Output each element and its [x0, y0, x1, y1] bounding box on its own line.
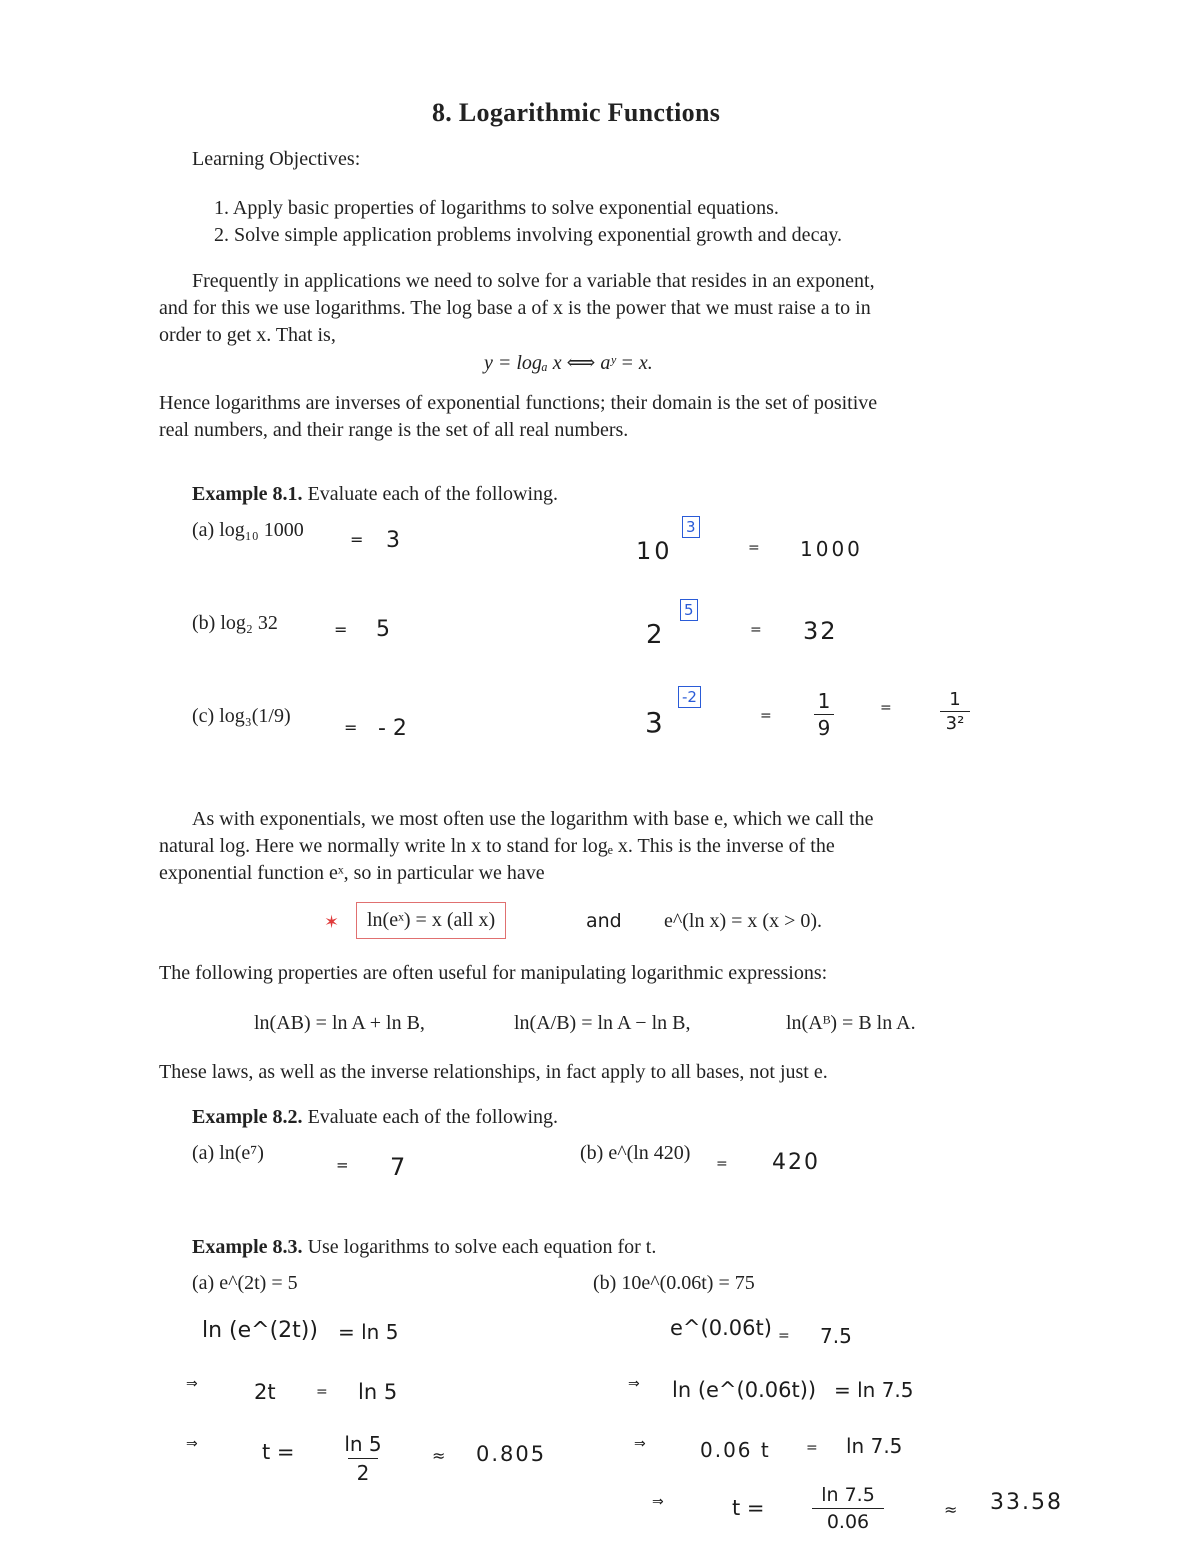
- example-8-3-a: (a) e^(2t) = 5: [192, 1272, 298, 1294]
- hw-b-base: 2: [646, 620, 663, 650]
- hw-83b-line3-rhs: ln 7.5: [846, 1434, 903, 1458]
- example-8-3-heading: [192, 1234, 656, 1261]
- hw-b-exponent-box: 5: [680, 599, 698, 621]
- hw-and: and: [586, 910, 622, 932]
- hw-83a-fraction-bar: [348, 1458, 378, 1459]
- hw-83b-line1-eq: =: [778, 1328, 790, 1344]
- page-title: 8. Logarithmic Functions: [432, 98, 721, 127]
- objective-item-2: 2. Solve simple application problems involving exponential growth and decay.: [214, 224, 843, 246]
- hw-a-equals-2: =: [748, 540, 760, 556]
- hw-c-fraction-bar-1: [814, 714, 834, 715]
- hw-83b-line3-lhs: 0.06 t: [700, 1438, 771, 1462]
- hw-b-equals-2: =: [750, 622, 762, 638]
- hw-83b-line2-lhs: ln (e^(0.06t)): [672, 1378, 817, 1402]
- property-product: ln(AB) = ln A + ln B,: [254, 1012, 425, 1034]
- hw-83b-approx: ≈: [944, 1500, 958, 1519]
- example-8-2-heading: [192, 1104, 558, 1131]
- intro-line-3: order to get x. That is,: [159, 324, 336, 346]
- hw-83b-line1-rhs: 7.5: [820, 1324, 852, 1348]
- hw-a-exponent-box: 3: [682, 516, 700, 538]
- example-8-1-label: Example 8.1.: [192, 483, 303, 505]
- hw-82a-answer: 7: [390, 1153, 406, 1181]
- hw-83b-line3-eq: =: [806, 1440, 818, 1456]
- objectives-heading: Learning Objectives:: [192, 148, 361, 170]
- hw-b-result: 32: [803, 617, 838, 645]
- hw-a-result: 1000: [800, 537, 863, 561]
- hw-c-exponent-box: -2: [678, 686, 701, 708]
- hw-83b-line3-arrow: ⇒: [634, 1436, 646, 1452]
- hw-c-answer: - 2: [378, 716, 407, 741]
- hw-82a-equals: =: [336, 1156, 349, 1174]
- hw-83b-line2-rhs: = ln 7.5: [834, 1378, 914, 1402]
- laws-note: These laws, as well as the inverse relationships, in fact apply to all bases, not just e.: [159, 1061, 828, 1083]
- hw-83b-numerator: ln 7.5: [821, 1484, 875, 1506]
- example-8-3-label: Example 8.3.: [192, 1236, 303, 1258]
- inverse-identity: e^(ln x) = x (x > 0).: [664, 910, 823, 932]
- properties-intro: The following properties are often useful for manipulating logarithmic expressions:: [159, 962, 828, 984]
- example-8-2-a: (a) ln(e⁷): [192, 1142, 264, 1164]
- hw-83a-denominator: 2: [356, 1461, 370, 1485]
- hw-c-fraction-2: [940, 689, 970, 734]
- hw-c-denominator-2: 3²: [945, 713, 965, 734]
- hw-83b-value: 33.58: [990, 1490, 1063, 1515]
- hw-83b-fraction-bar: [812, 1508, 884, 1509]
- hw-c-denominator-1: 9: [817, 716, 831, 740]
- intro-line-5: real numbers, and their range is the set of all real numbers.: [159, 419, 629, 441]
- hw-83a-line1-lhs: ln (e^(2t)): [202, 1318, 318, 1343]
- hw-83b-line4-lhs: t =: [732, 1496, 765, 1520]
- hw-c-numerator-1: 1: [817, 689, 831, 713]
- hw-a-base: 10: [636, 537, 673, 565]
- hw-83a-line3-lhs: t =: [262, 1440, 295, 1464]
- hw-83a-line3-arrow: ⇒: [186, 1436, 198, 1452]
- hw-c-fraction-bar-2: [940, 711, 970, 712]
- example-8-1-c: (c) log₃(1/9): [192, 705, 291, 727]
- hw-a-equals: =: [350, 530, 364, 549]
- hw-82b-answer: 420: [772, 1150, 820, 1175]
- intro-line-1: Frequently in applications we need to solve for a variable that resides in an exponent,: [192, 270, 875, 292]
- example-8-3-text: Use logarithms to solve each equation for t.: [307, 1236, 657, 1258]
- hw-83b-line4-arrow: ⇒: [652, 1494, 664, 1510]
- objective-item-1: 1. Apply basic properties of logarithms to solve exponential equations.: [214, 197, 779, 219]
- natural-line-3: exponential function eˣ, so in particular we have: [159, 862, 545, 884]
- hw-82b-equals: =: [716, 1156, 728, 1172]
- hw-83b-line2-arrow: ⇒: [628, 1376, 640, 1392]
- hw-83a-line2-arrow: ⇒: [186, 1376, 198, 1392]
- hw-83a-value: 0.805: [476, 1442, 547, 1466]
- star-icon: ✶: [324, 912, 340, 933]
- log-definition-equation: y = logₐ x ⟺ aʸ = x.: [484, 352, 653, 374]
- hw-83a-line2-lhs: 2t: [254, 1380, 276, 1404]
- natural-line-2: natural log. Here we normally write ln x to stand for logₑ x. This is the inverse of the: [159, 835, 835, 857]
- hw-83b-fraction: [808, 1484, 888, 1533]
- example-8-2-label: Example 8.2.: [192, 1106, 303, 1128]
- example-8-1-heading: [192, 481, 558, 508]
- hw-83a-numerator: ln 5: [344, 1432, 382, 1456]
- example-8-3-b: (b) 10e^(0.06t) = 75: [593, 1272, 755, 1294]
- hw-83a-approx: ≈: [432, 1446, 446, 1465]
- hw-83b-line1-lhs: e^(0.06t): [670, 1316, 772, 1340]
- hw-83a-line1-rhs: = ln 5: [338, 1320, 399, 1344]
- example-8-2-text: Evaluate each of the following.: [307, 1106, 559, 1128]
- hw-c-fraction-1: [814, 689, 834, 740]
- boxed-identity: ln(eˣ) = x (all x): [356, 902, 506, 939]
- hw-b-answer: 5: [376, 617, 390, 642]
- hw-c-numerator-2: 1: [949, 689, 961, 710]
- hw-83b-denominator: 0.06: [826, 1511, 870, 1533]
- hw-83a-fraction: [338, 1432, 388, 1485]
- property-quotient: ln(A/B) = ln A − ln B,: [514, 1012, 691, 1034]
- hw-c-equals-3: =: [880, 700, 892, 716]
- example-8-2-b: (b) e^(ln 420): [580, 1142, 691, 1164]
- example-8-1-a: (a) log₁₀ 1000: [192, 519, 304, 541]
- hw-83a-line2-eq: =: [316, 1384, 328, 1400]
- hw-c-base: 3: [645, 706, 663, 739]
- hw-a-answer: 3: [386, 528, 400, 553]
- hw-c-equals-2: =: [760, 708, 772, 724]
- hw-c-equals: =: [344, 718, 358, 737]
- hw-b-equals: =: [334, 620, 348, 639]
- natural-line-1: As with exponentials, we most often use the logarithm with base e, which we call the: [192, 808, 874, 830]
- example-8-1-b: (b) log₂ 32: [192, 612, 278, 634]
- property-power: ln(Aᴮ) = B ln A.: [786, 1012, 916, 1034]
- hw-83a-line2-rhs: ln 5: [358, 1380, 398, 1404]
- example-8-1-text: Evaluate each of the following.: [307, 483, 559, 505]
- intro-line-4: Hence logarithms are inverses of exponential functions; their domain is the set of positive: [159, 392, 878, 414]
- intro-line-2: and for this we use logarithms. The log base a of x is the power that we must raise a to in: [159, 297, 871, 319]
